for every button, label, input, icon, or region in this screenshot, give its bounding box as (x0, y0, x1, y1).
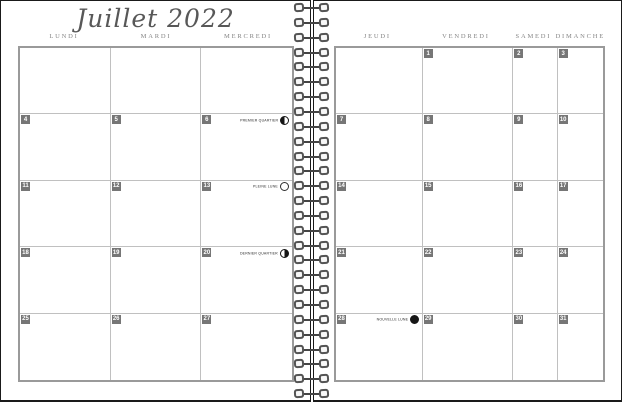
moon-phase-annotation (345, 315, 419, 325)
coil-ring (319, 18, 330, 28)
calendar-day-cell (201, 181, 292, 247)
calendar-day-cell (20, 247, 111, 313)
day-header-samedi: SAMEDI (515, 33, 552, 40)
coil-ring (294, 107, 305, 117)
spiral-binding-coil (292, 181, 331, 191)
coil-ring (294, 18, 305, 28)
moon-phase-label: NOUVELLE LUNE (376, 317, 408, 322)
day-header-vendredi: VENDREDI (442, 33, 490, 40)
coil-ring (294, 181, 305, 191)
date-number: 31 (559, 316, 567, 323)
calendar-day-cell (201, 314, 292, 380)
calendar-day-cell (423, 48, 514, 114)
date-number: 8 (424, 115, 433, 124)
moon-phase-annotation (228, 182, 289, 192)
calendar-day-cell (111, 247, 202, 313)
spiral-binding-coil (292, 196, 331, 206)
coil-ring (294, 300, 305, 310)
spiral-binding-coil (292, 92, 331, 102)
date-number: 17 (559, 183, 567, 190)
spiral-binding-coil (292, 152, 331, 162)
coil-ring (294, 121, 305, 131)
spiral-binding-coil (292, 241, 331, 251)
day-header-dimanche: DIMANCHE (555, 33, 605, 40)
date-number: 28 (338, 316, 345, 323)
calendar-day-cell (336, 247, 423, 313)
coil-ring (294, 3, 305, 13)
coil-ring (294, 344, 305, 354)
coil-ring (319, 374, 330, 384)
date-number: 5 (112, 115, 121, 124)
calendar-day-cell (336, 314, 423, 380)
calendar-day-cell (423, 247, 514, 313)
coil-ring (319, 211, 330, 221)
coil-ring (319, 3, 330, 13)
coil-ring (294, 166, 305, 176)
date-number: 22 (424, 249, 432, 256)
date-number: 27 (203, 316, 211, 323)
coil-ring (294, 151, 305, 161)
date-number: 13 (203, 183, 211, 190)
date-number: 1 (424, 49, 433, 58)
coil-ring (319, 329, 330, 339)
date-number: 26 (112, 316, 120, 323)
calendar-day-cell (423, 114, 514, 180)
coil-ring (319, 181, 330, 191)
coil-ring (319, 240, 330, 250)
calendar-day-cell (111, 181, 202, 247)
date-number: 24 (559, 249, 567, 256)
date-number: 6 (202, 115, 211, 124)
month-title: Juillet 2022 (76, 4, 235, 33)
spiral-binding-coil (292, 62, 331, 72)
coil-ring (319, 166, 330, 176)
coil-ring (294, 389, 305, 399)
empty-day-cell (111, 48, 202, 114)
coil-ring (294, 196, 305, 206)
coil-ring (319, 32, 330, 42)
left-page-calendar-grid (18, 46, 294, 382)
spiral-binding-coil (292, 226, 331, 236)
coil-ring (319, 136, 330, 146)
calendar-day-cell (513, 48, 557, 114)
coil-ring (319, 47, 330, 57)
calendar-day-cell (201, 247, 292, 313)
coil-ring (319, 389, 330, 399)
calendar-day-cell (336, 181, 423, 247)
date-number: 4 (21, 115, 30, 124)
spiral-binding-coil (292, 3, 331, 13)
coil-ring (294, 255, 305, 265)
day-header-mercredi: MERCREDI (224, 33, 272, 40)
spiral-binding-coil (292, 77, 331, 87)
date-number: 21 (338, 249, 345, 256)
coil-ring (319, 270, 330, 280)
coil-ring (294, 225, 305, 235)
moon-phase-label: DERNIER QUARTIER (240, 251, 278, 255)
spiral-binding-coil (292, 255, 331, 265)
coil-ring (319, 315, 330, 325)
coil-ring (294, 285, 305, 295)
coil-ring (319, 196, 330, 206)
coil-ring (294, 32, 305, 42)
spiral-binding-coil (292, 166, 331, 176)
coil-ring (294, 47, 305, 57)
calendar-day-cell (423, 314, 514, 380)
calendar-day-cell (20, 181, 111, 247)
date-number: 29 (424, 316, 432, 323)
spiral-binding-coil (292, 374, 331, 384)
date-number: 12 (112, 183, 120, 190)
coil-ring (319, 151, 330, 161)
planner-right-page (313, 0, 622, 402)
calendar-day-cell (513, 247, 557, 313)
full-moon-icon (280, 182, 289, 191)
coil-ring (319, 344, 330, 354)
calendar-day-cell (558, 114, 603, 180)
moon-phase-annotation (202, 248, 289, 258)
spiral-binding (292, 0, 331, 405)
calendar-day-cell (20, 114, 111, 180)
calendar-day-cell (201, 114, 292, 180)
day-header-lundi: LUNDI (49, 33, 79, 40)
coil-ring (319, 121, 330, 131)
coil-ring (319, 359, 330, 369)
coil-ring (294, 374, 305, 384)
coil-ring (294, 62, 305, 72)
spiral-binding-coil (292, 285, 331, 295)
planner-left-page (0, 0, 311, 402)
coil-ring (294, 315, 305, 325)
date-number: 11 (22, 183, 29, 190)
calendar-day-cell (336, 114, 423, 180)
spiral-binding-coil (292, 359, 331, 369)
date-number: 23 (515, 249, 523, 256)
last-quarter-moon-icon (280, 249, 289, 258)
coil-ring (294, 270, 305, 280)
date-number: 18 (22, 249, 29, 256)
right-page-day-headers (334, 32, 605, 41)
date-number: 25 (22, 316, 29, 323)
coil-ring (319, 285, 330, 295)
calendar-day-cell (558, 314, 603, 380)
date-number: 14 (338, 183, 345, 190)
day-header-jeudi: JEUDI (363, 33, 391, 40)
coil-ring (319, 300, 330, 310)
first-quarter-moon-icon (280, 116, 289, 125)
coil-ring (294, 359, 305, 369)
calendar-day-cell (111, 114, 202, 180)
calendar-day-cell (558, 181, 603, 247)
calendar-day-cell (558, 48, 603, 114)
spiral-binding-coil (292, 330, 331, 340)
date-number: 3 (559, 49, 568, 58)
coil-ring (319, 92, 330, 102)
calendar-day-cell (513, 314, 557, 380)
calendar-day-cell (20, 314, 111, 380)
calendar-day-cell (111, 314, 202, 380)
moon-phase-label: PREMIER QUARTIER (239, 118, 278, 123)
moon-phase-label: PLEINE LUNE (253, 185, 278, 189)
coil-ring (294, 329, 305, 339)
date-number: 7 (337, 115, 346, 124)
empty-day-cell (20, 48, 111, 114)
coil-ring (294, 77, 305, 87)
coil-ring (319, 107, 330, 117)
coil-ring (319, 225, 330, 235)
spiral-binding-coil (292, 315, 331, 325)
spiral-binding-coil (292, 137, 331, 147)
date-number: 20 (203, 249, 211, 256)
date-number: 9 (514, 115, 523, 124)
spiral-binding-coil (292, 33, 331, 43)
spiral-binding-coil (292, 300, 331, 310)
calendar-day-cell (558, 247, 603, 313)
coil-ring (294, 92, 305, 102)
day-header-mardi: MARDI (140, 33, 172, 40)
new-moon-icon (410, 315, 419, 324)
moon-phase-annotation (202, 115, 289, 125)
spiral-binding-coil (292, 389, 331, 399)
coil-ring (294, 211, 305, 221)
calendar-day-cell (513, 181, 557, 247)
coil-ring (319, 62, 330, 72)
spiral-binding-coil (292, 107, 331, 117)
date-number: 2 (514, 49, 523, 58)
coil-ring (319, 77, 330, 87)
spiral-binding-coil (292, 48, 331, 58)
date-number: 15 (424, 183, 432, 190)
calendar-day-cell (423, 181, 514, 247)
spiral-binding-coil (292, 122, 331, 132)
spiral-binding-coil (292, 345, 331, 355)
left-page-day-headers (18, 32, 294, 41)
right-page-calendar-grid (334, 46, 605, 382)
empty-day-cell (201, 48, 292, 114)
empty-day-cell (336, 48, 423, 114)
date-number: 19 (112, 249, 120, 256)
spiral-binding-coil (292, 270, 331, 280)
coil-ring (294, 136, 305, 146)
date-number: 30 (515, 316, 523, 323)
spiral-binding-coil (292, 18, 331, 28)
spiral-binding-coil (292, 211, 331, 221)
date-number: 10 (559, 116, 567, 123)
calendar-day-cell (513, 114, 557, 180)
date-number: 16 (515, 183, 523, 190)
coil-ring (319, 255, 330, 265)
coil-ring (294, 240, 305, 250)
